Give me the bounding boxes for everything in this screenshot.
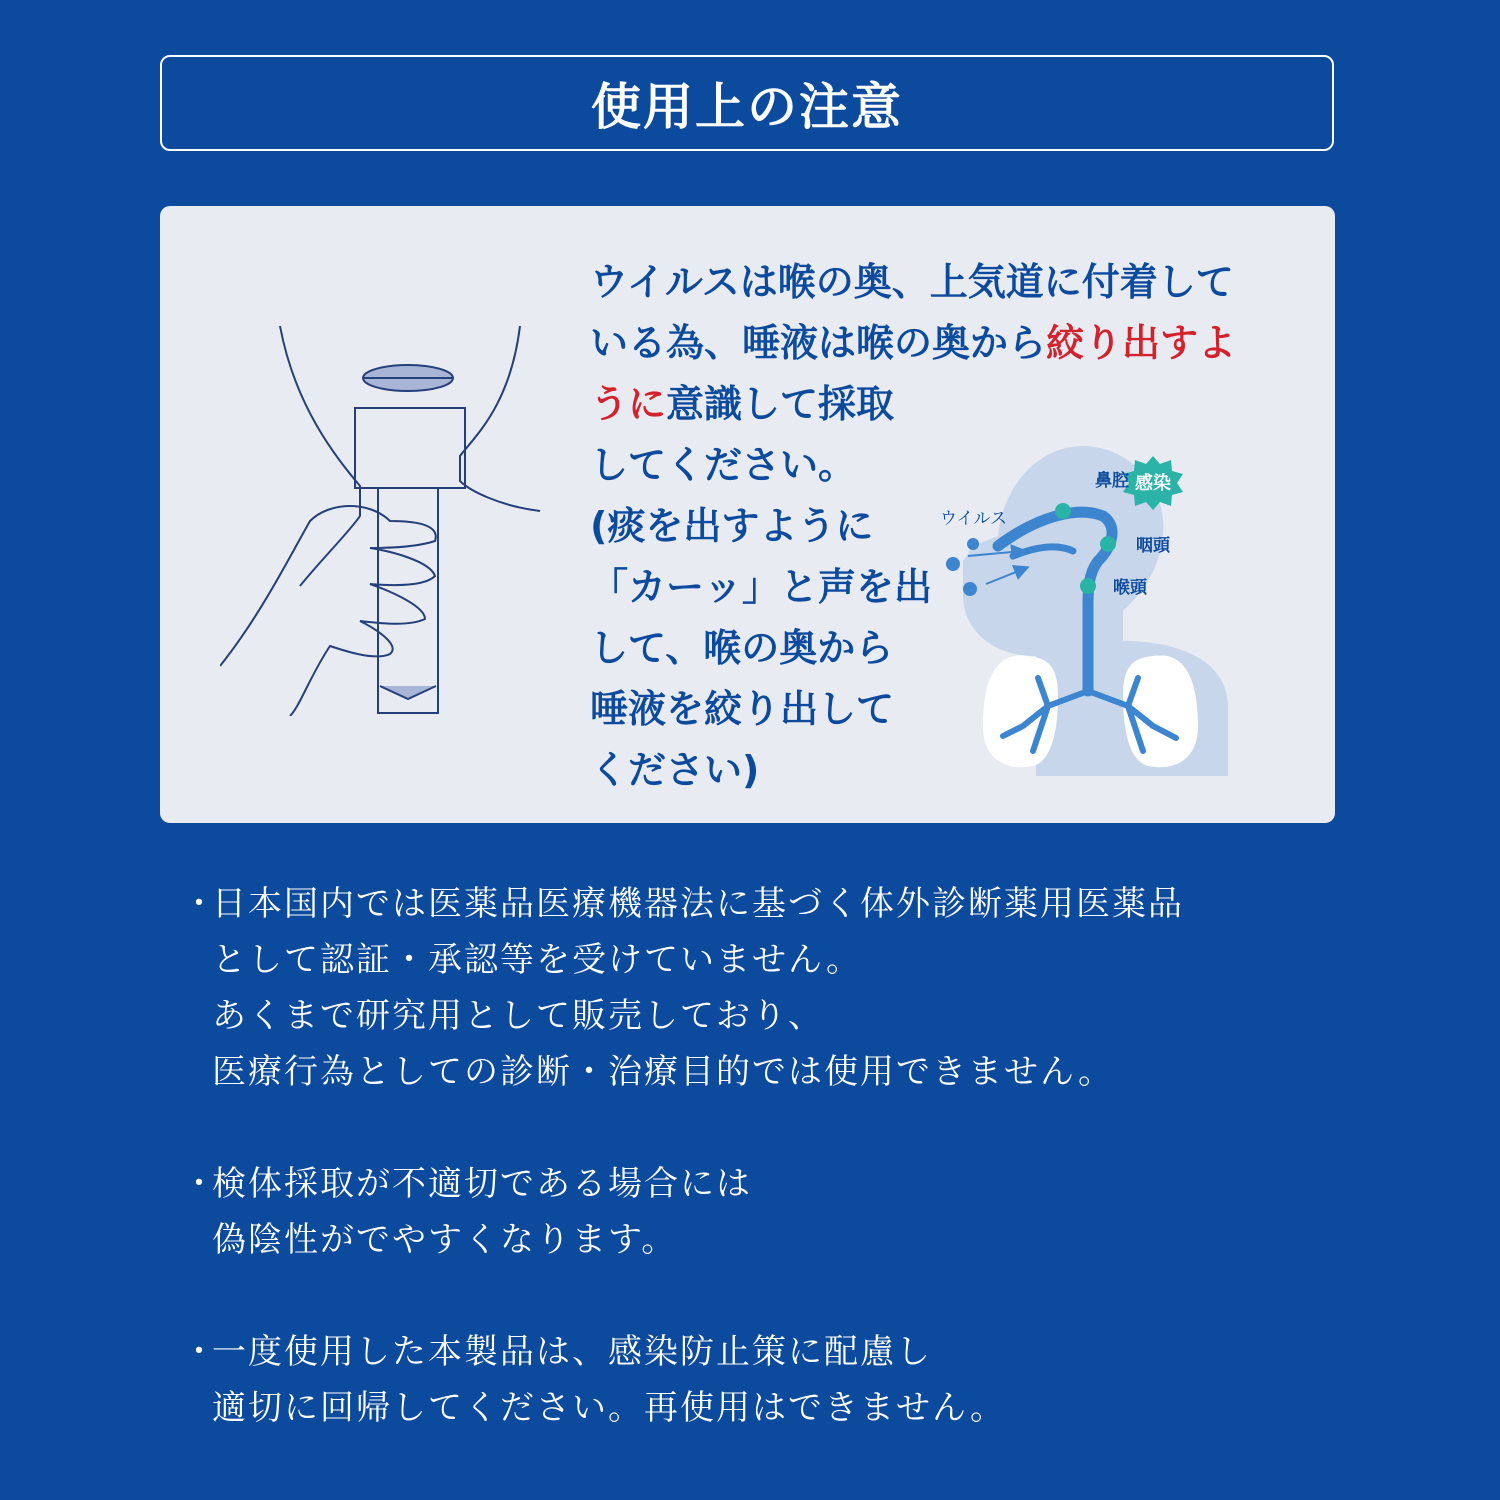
virus-icon [946, 557, 960, 571]
instruction-line: ウイルスは喉の奥、上気道に付着して [590, 260, 1234, 304]
bullet: ・ [182, 884, 218, 924]
pharynx-infection-marker [1100, 536, 1116, 552]
title-box [160, 55, 1334, 151]
virus-icon [963, 582, 977, 596]
bullet: ・ [182, 1164, 218, 1204]
virus-label: ウイルス [940, 509, 1007, 529]
instruction-line: (痰を出すように [590, 504, 874, 548]
instruction-panel [160, 206, 1335, 823]
nasal-infection-marker [1055, 503, 1071, 519]
note-line: として認証・承認等を受けていません。 [212, 940, 863, 980]
note-item [182, 1156, 1342, 1268]
instruction-line: 唾液を絞り出して [590, 687, 895, 731]
instruction-line: してください。 [590, 443, 857, 487]
page-title: 使用上の注意 [591, 78, 903, 136]
note-item [182, 876, 1342, 1100]
note-line: 適切に回帰してください。再使用はできません。 [212, 1388, 1007, 1428]
instruction-line: して、喉の奥から [590, 626, 894, 670]
instruction-line: 「カーッ」と声を出 [590, 565, 933, 609]
infection-label: 感染 [1135, 473, 1171, 494]
note-line: 日本国内では医薬品医療機器法に基づく体外診断薬用医薬品 [212, 884, 1184, 924]
larynx-label: 喉頭 [1113, 578, 1147, 598]
note-item [182, 1324, 1342, 1436]
saliva-collection-illustration [220, 316, 550, 716]
instruction-line [590, 313, 1290, 374]
larynx-infection-marker [1080, 578, 1096, 594]
instruction-emphasis: うに [590, 382, 667, 426]
hand [220, 506, 436, 716]
respiratory-tract-diagram [928, 426, 1273, 786]
note-line: 検体採取が不適切である場合には [212, 1164, 752, 1204]
notes-list [182, 876, 1342, 1492]
collection-tube-funnel [355, 408, 465, 488]
virus-icon [967, 538, 979, 550]
instruction-text-normal: いる為、唾液は喉の奥から [590, 321, 1047, 365]
note-line: あくまで研究用として販売しており、 [212, 996, 824, 1036]
bullet: ・ [182, 1332, 218, 1372]
tube-tip [380, 686, 436, 699]
chin-outline [280, 326, 360, 586]
nasal-label: 鼻腔 [1095, 471, 1129, 491]
note-line: 偽陰性がでやすくなります。 [212, 1220, 678, 1260]
neck-outline-right [460, 326, 540, 511]
note-line: 医療行為としての診断・治療目的では使用できません。 [212, 1052, 1115, 1092]
instruction-text-normal: 意識して採取 [666, 382, 895, 426]
instruction-line: ください) [590, 748, 760, 792]
instruction-emphasis: 絞り出すよ [1046, 321, 1237, 365]
note-line: 一度使用した本製品は、感染防止策に配慮し [212, 1332, 932, 1372]
pharynx-label: 咽頭 [1136, 536, 1170, 556]
